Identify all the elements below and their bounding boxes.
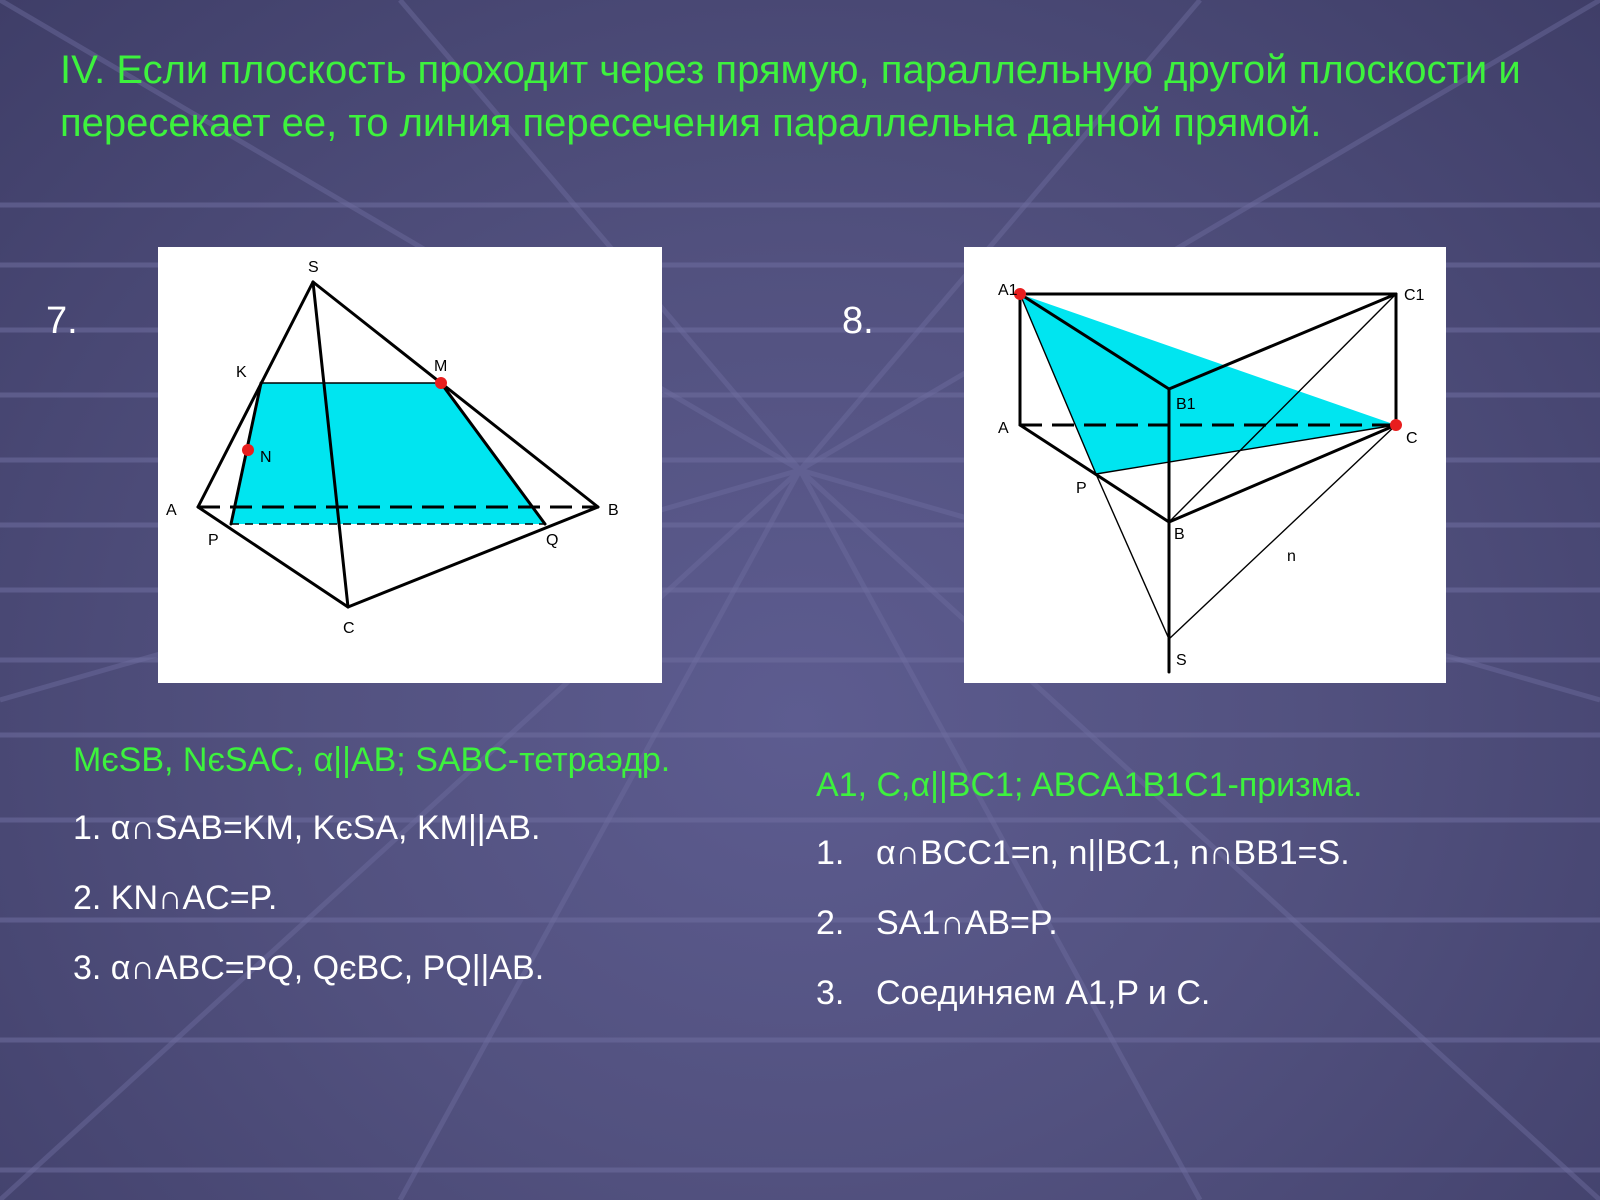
label-b1: B1 — [1176, 396, 1196, 413]
step-number: 3. — [816, 974, 845, 1012]
label-c: C — [343, 620, 355, 637]
problem-8-number: 8. — [842, 300, 874, 342]
step-number: 1. — [816, 834, 845, 872]
point-m — [435, 377, 447, 389]
problem-7-step-1: 1. α∩SAB=KM, KєSA, KM||AB. — [73, 809, 541, 847]
label-n: n — [1287, 548, 1296, 565]
problem-8-steps — [816, 831, 1536, 1015]
problem-7-given: MєSB, NєSAC, α||AB; SABC-тетраэдр. — [73, 741, 671, 779]
problem-8-solution — [816, 763, 1536, 1015]
step-text: Соединяем A1,P и C. — [876, 974, 1211, 1012]
edge-b1c1 — [1169, 294, 1396, 389]
label-s: S — [1176, 652, 1187, 669]
point-n — [242, 444, 254, 456]
label-b: B — [1174, 526, 1185, 543]
label-a1: A1 — [998, 282, 1018, 299]
point-c — [1390, 419, 1402, 431]
label-n: N — [260, 449, 272, 466]
problem-7-number: 7. — [46, 300, 78, 342]
label-m: M — [434, 358, 448, 375]
label-s: S — [308, 259, 319, 276]
prism-diagram — [964, 247, 1446, 683]
tetrahedron-diagram — [158, 247, 662, 683]
step-number: 2. — [816, 904, 845, 942]
problem-8-step-3 — [816, 971, 1536, 1015]
label-a: A — [998, 420, 1009, 437]
prism-figure — [964, 247, 1446, 683]
tetrahedron-figure — [158, 247, 662, 683]
label-c: C — [1406, 430, 1418, 447]
problem-7-solution — [73, 738, 673, 990]
slide-title: IV. Если плоскость проходит через прямую, параллельную другой плоскости и пересекает ее, то линия пересечения параллельна данной прямой. — [60, 48, 1521, 145]
step-text: α∩BCC1=n, n||BC1, n∩BB1=S. — [876, 834, 1350, 872]
section-plane-a1pc — [1020, 294, 1396, 474]
problem-7-step-2: 2. KN∩AC=P. — [73, 879, 278, 917]
label-p: P — [1076, 480, 1087, 497]
problem-7-step-3: 3. α∩ABC=PQ, QєBC, PQ||AB. — [73, 949, 545, 987]
label-b: B — [608, 502, 619, 519]
label-p: P — [208, 532, 219, 549]
section-plane-kmqp — [231, 383, 545, 524]
problem-8-given: A1, C,α||BC1; ABCA1B1C1-призма. — [816, 766, 1363, 804]
problem-8-step-2 — [816, 901, 1536, 945]
step-text: SA1∩AB=P. — [876, 904, 1058, 942]
label-a: A — [166, 502, 177, 519]
label-q: Q — [546, 532, 559, 549]
problem-8-step-1 — [816, 831, 1536, 875]
label-k: K — [236, 364, 247, 381]
label-c1: C1 — [1404, 287, 1425, 304]
